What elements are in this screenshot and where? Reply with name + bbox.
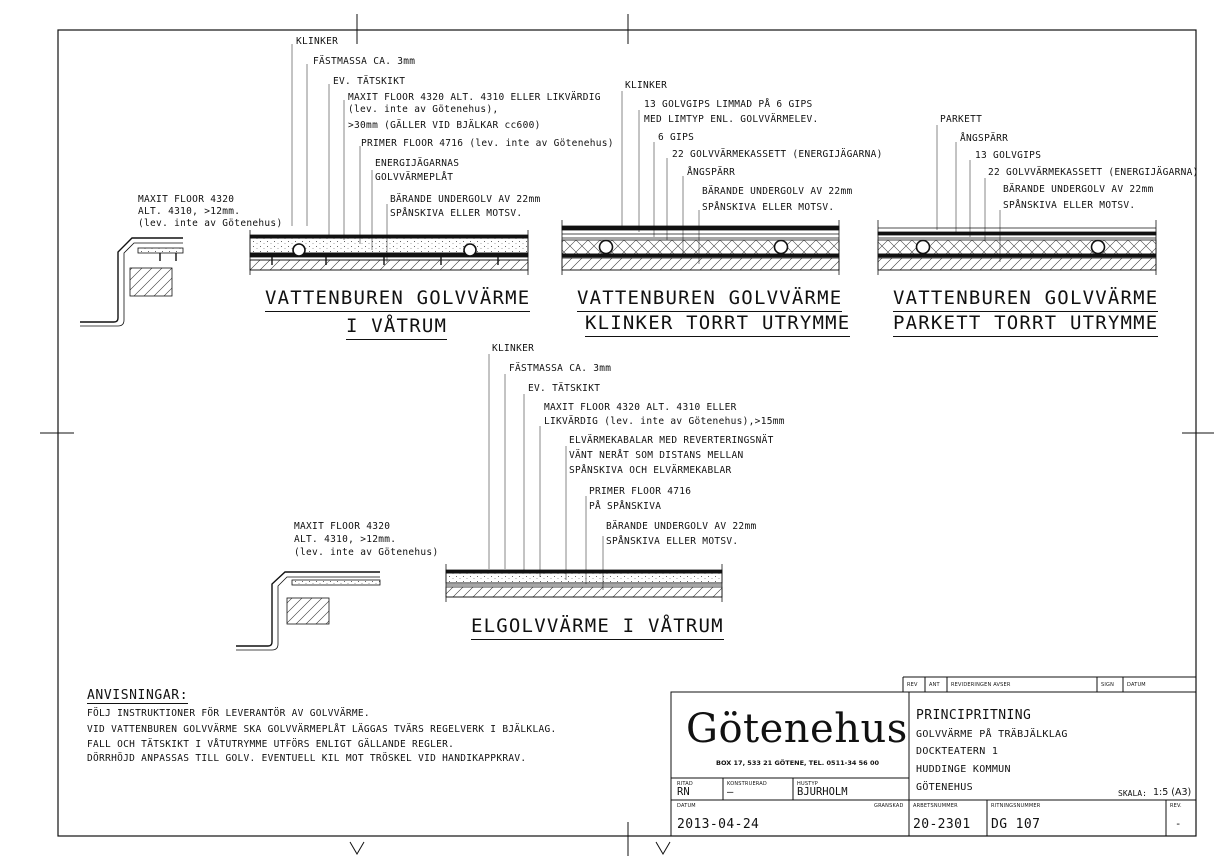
el-edge-note: MAXIT FLOOR 4320 [294,521,391,532]
klinker-layer-label: ÅNGSPÄRR [687,167,736,178]
project-line: GÖTENEHUS [916,782,973,793]
vatrum-layer-label: SPÅNSKIVA ELLER MOTSV. [390,208,523,219]
vatrum-edge-note: ALT. 4310, >12mm. [138,206,241,217]
vatrum-edge-note: (lev. inte av Götenehus) [138,218,283,229]
klinker-layer-label: BÄRANDE UNDERGOLV AV 22mm [702,186,853,197]
parkett-layer-label: BÄRANDE UNDERGOLV AV 22mm [1003,184,1154,195]
el-layer-label: LIKVÄRDIG (lev. inte av Götenehus),>15mm [544,416,785,427]
parkett-layer-label: 13 GOLVGIPS [975,150,1042,161]
el-layer-label: SPÅNSKIVA OCH ELVÄRMEKABLAR [569,465,732,476]
datum-header: DATUM [1127,682,1146,688]
instruction-line: FÖLJ INSTRUKTIONER FÖR LEVERANTÖR AV GOLVVÄRME. [87,708,370,719]
hustyp-label: HUSTYP [797,781,818,787]
vatrum-layer-label: (lev. inte av Götenehus), [348,104,499,115]
parkett-layer-label: ÅNGSPÄRR [960,133,1009,144]
arbetsnummer-value: 20-2301 [913,817,971,832]
rev-header: REV [907,682,918,688]
instructions-heading: ANVISNINGAR: [87,688,189,703]
vatrum-layer-label: >30mm (GÄLLER VID BJÄLKAR cc600) [348,120,541,131]
parkett-layer-label: 22 GOLVVÄRMEKASSETT (ENERGIJÄGARNA) [988,167,1199,178]
el-layer-label: BÄRANDE UNDERGOLV AV 22mm [606,521,757,532]
instruction-line: DÖRRHÖJD ANPASSAS TILL GOLV. EVENTUELL KIL MOT TRÖSKEL VID HANDIKAPPKRAV. [87,753,527,764]
klinker-title-line1: VATTENBUREN GOLVVÄRME [577,287,842,312]
sign-header: SIGN [1101,682,1115,688]
vatrum-layer-label: FÄSTMASSA CA. 3mm [313,56,416,67]
vatrum-title-line1: VATTENBUREN GOLVVÄRME [265,287,530,312]
el-layer-label: PRIMER FLOOR 4716 [589,486,692,497]
klinker-layer-label: 13 GOLVGIPS LIMMAD PÅ 6 GIPS [644,99,813,110]
el-layer-label: FÄSTMASSA CA. 3mm [509,363,612,374]
klinker-layer-label: SPÅNSKIVA ELLER MOTSV. [702,202,835,213]
detail-el-edge [236,572,380,650]
skala-value: 1:5 (A3) [1153,787,1192,798]
skala-label: SKALA: [1118,789,1147,798]
vatrum-title-line2: I VÅTRUM [346,315,447,340]
granskad-label: GRANSKAD [874,803,904,809]
sheet-title: PRINCIPRITNING [916,708,1032,723]
vatrum-layer-label: BÄRANDE UNDERGOLV AV 22mm [390,194,541,205]
project-line: HUDDINGE KOMMUN [916,764,1011,775]
el-layer-label: KLINKER [492,343,535,354]
datum-value: 2013-04-24 [677,817,760,832]
ritningsnummer-label: RITNINGSNUMMER [991,803,1041,809]
company-logo: Götenehus [686,706,908,752]
klinker-layer-label: 6 GIPS [658,132,695,143]
rev-value: - [1175,818,1182,830]
ritad-label: RITAD [677,781,693,787]
klinker-layer-label: MED LIMTYP ENL. GOLVVÄRMELEV. [644,114,819,125]
el-edge-note: ALT. 4310, >12mm. [294,534,397,545]
ritad-value: RN [677,786,690,798]
klinker-layer-label: 22 GOLVVÄRMEKASSETT (ENERGIJÄGARNA) [672,149,883,160]
parkett-layer-label: PARKETT [940,114,983,125]
rev-avser-header: REVIDERINGEN AVSER [951,682,1011,688]
vatrum-layer-label: EV. TÄTSKIKT [333,76,406,87]
klinker-layer-label: KLINKER [625,80,668,91]
konstruerad-label: KONSTRUERAD [727,781,767,787]
ant-header: ANT [929,682,940,688]
hustyp-value: BJURHOLM [797,786,848,798]
instruction-line: FALL OCH TÄTSKIKT I VÅTUTRYMME UTFÖRS ENLIGT GÄLLANDE REGLER. [87,739,455,750]
project-line: GOLVVÄRME PÅ TRÄBJÄLKLAG [916,729,1068,740]
parkett-layer-label: SPÅNSKIVA ELLER MOTSV. [1003,200,1136,211]
vatrum-layer-label: GOLVVÄRMEPLÅT [375,172,454,183]
el-layer-label: VÄNT NERÅT SOM DISTANS MELLAN [569,450,744,461]
company-address: BOX 17, 533 21 GÖTENE, TEL. 0511-34 56 00 [716,759,879,767]
instruction-line: VID VATTENBUREN GOLVVÄRME SKA GOLVVÄRMEPLÅT LÄGGAS TVÄRS REGELVERK I BJÄLKLAG. [87,724,557,735]
el-layer-label: PÅ SPÅNSKIVA [589,501,662,512]
el-layer-label: SPÅNSKIVA ELLER MOTSV. [606,536,739,547]
vatrum-layer-label: MAXIT FLOOR 4320 ALT. 4310 ELLER LIKVÄRDIG [348,92,601,103]
el-layer-label: MAXIT FLOOR 4320 ALT. 4310 ELLER [544,402,737,413]
ritningsnummer-value: DG 107 [991,817,1041,832]
el-edge-note: (lev. inte av Götenehus) [294,547,439,558]
vatrum-edge-note: MAXIT FLOOR 4320 [138,194,235,205]
el-layer-label: EV. TÄTSKIKT [528,383,601,394]
klinker-title-line2: KLINKER TORRT UTRYMME [585,312,850,337]
arbetsnummer-label: ARBETSNUMMER [913,803,958,809]
vatrum-layer-label: ENERGIJÄGARNAS [375,158,460,169]
parkett-title-line2: PARKETT TORRT UTRYMME [893,312,1158,337]
rev-label: REV. [1170,803,1182,809]
parkett-title-line1: VATTENBUREN GOLVVÄRME [893,287,1158,312]
project-line: DOCKTEATERN 1 [916,746,999,757]
el-title: ELGOLVVÄRME I VÅTRUM [471,615,724,640]
vatrum-layer-label: KLINKER [296,36,339,47]
datum-label: DATUM [677,803,696,809]
konstruerad-value: – [727,786,734,798]
vatrum-layer-label: PRIMER FLOOR 4716 (lev. inte av Götenehus) [361,138,614,149]
el-layer-label: ELVÄRMEKABALAR MED REVERTERINGSNÄT [569,435,774,446]
detail-vatrum-edge [80,238,183,326]
